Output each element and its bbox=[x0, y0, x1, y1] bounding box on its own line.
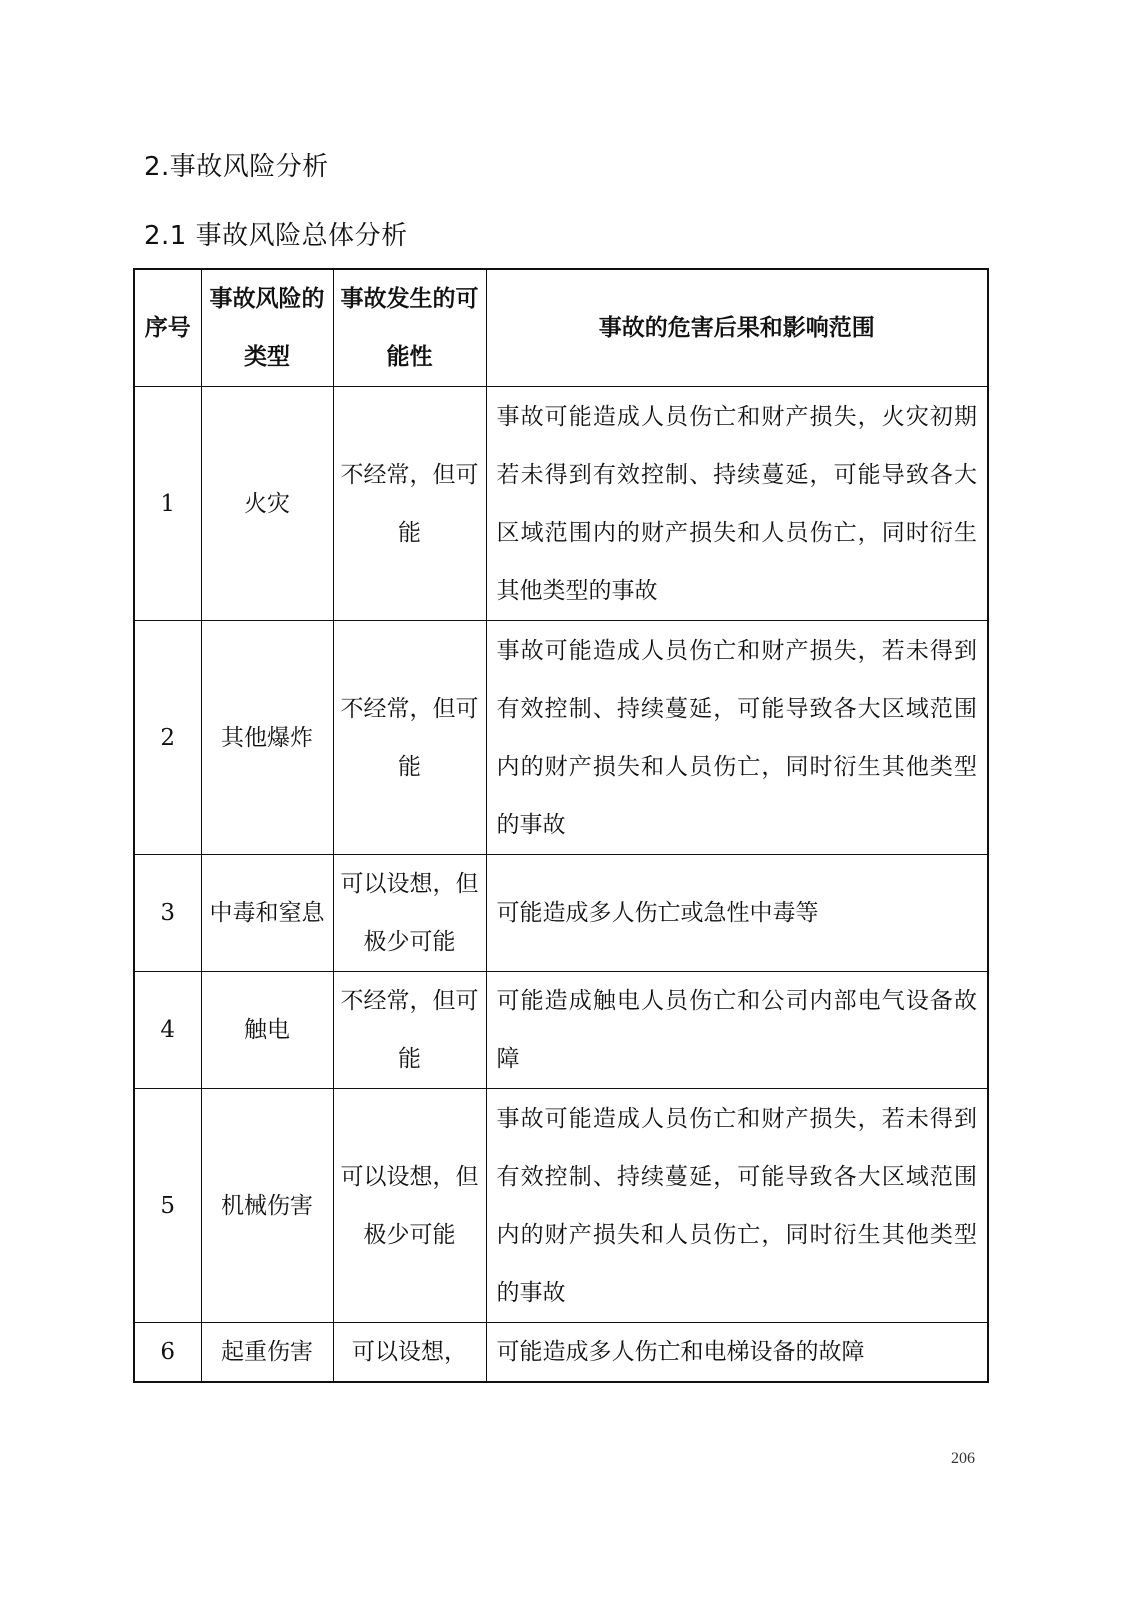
row-consequence: 事故可能造成人员伤亡和财产损失，若未得到有效控制、持续蔓延，可能导致各大区域范围内的财产损失和人员伤亡，同时衍生其他类型的事故 bbox=[486, 1089, 988, 1323]
subsection-heading: 2.1 事故风险总体分析 bbox=[144, 221, 408, 251]
row-type: 机械伤害 bbox=[201, 1089, 333, 1323]
risk-analysis-table bbox=[133, 268, 989, 1383]
row-no: 5 bbox=[134, 1089, 201, 1323]
table-row bbox=[134, 1089, 988, 1323]
row-consequence: 可能造成多人伤亡和电梯设备的故障 bbox=[486, 1323, 988, 1383]
row-type: 起重伤害 bbox=[201, 1323, 333, 1383]
header-type: 事故风险的类型 bbox=[201, 269, 333, 387]
table-row bbox=[134, 1323, 988, 1383]
section-heading: 2.事故风险分析 bbox=[144, 152, 329, 182]
row-consequence: 事故可能造成人员伤亡和财产损失，火灾初期若未得到有效控制、持续蔓延，可能导致各大区域范围内的财产损失和人员伤亡，同时衍生其他类型的事故 bbox=[486, 387, 988, 621]
row-consequence: 可能造成触电人员伤亡和公司内部电气设备故障 bbox=[486, 972, 988, 1089]
page-number: 206 bbox=[951, 1450, 975, 1467]
row-no: 1 bbox=[134, 387, 201, 621]
row-consequence: 事故可能造成人员伤亡和财产损失，若未得到有效控制、持续蔓延，可能导致各大区域范围内的财产损失和人员伤亡，同时衍生其他类型的事故 bbox=[486, 621, 988, 855]
table-header-row bbox=[134, 269, 988, 387]
row-probability: 可以设想，但极少可能 bbox=[333, 855, 486, 972]
row-type: 触电 bbox=[201, 972, 333, 1089]
row-probability: 可以设想， bbox=[333, 1323, 486, 1383]
row-probability: 不经常，但可能 bbox=[333, 972, 486, 1089]
row-no: 3 bbox=[134, 855, 201, 972]
row-no: 2 bbox=[134, 621, 201, 855]
table-row bbox=[134, 855, 988, 972]
row-no: 4 bbox=[134, 972, 201, 1089]
row-type: 其他爆炸 bbox=[201, 621, 333, 855]
row-type: 火灾 bbox=[201, 387, 333, 621]
header-consequence: 事故的危害后果和影响范围 bbox=[486, 269, 988, 387]
table-row bbox=[134, 972, 988, 1089]
row-consequence: 可能造成多人伤亡或急性中毒等 bbox=[486, 855, 988, 972]
row-type: 中毒和窒息 bbox=[201, 855, 333, 972]
row-no: 6 bbox=[134, 1323, 201, 1383]
table-row bbox=[134, 621, 988, 855]
row-probability: 不经常，但可能 bbox=[333, 621, 486, 855]
row-probability: 不经常，但可能 bbox=[333, 387, 486, 621]
row-probability: 可以设想，但极少可能 bbox=[333, 1089, 486, 1323]
header-probability: 事故发生的可能性 bbox=[333, 269, 486, 387]
table-row bbox=[134, 387, 988, 621]
header-no: 序号 bbox=[134, 269, 201, 387]
